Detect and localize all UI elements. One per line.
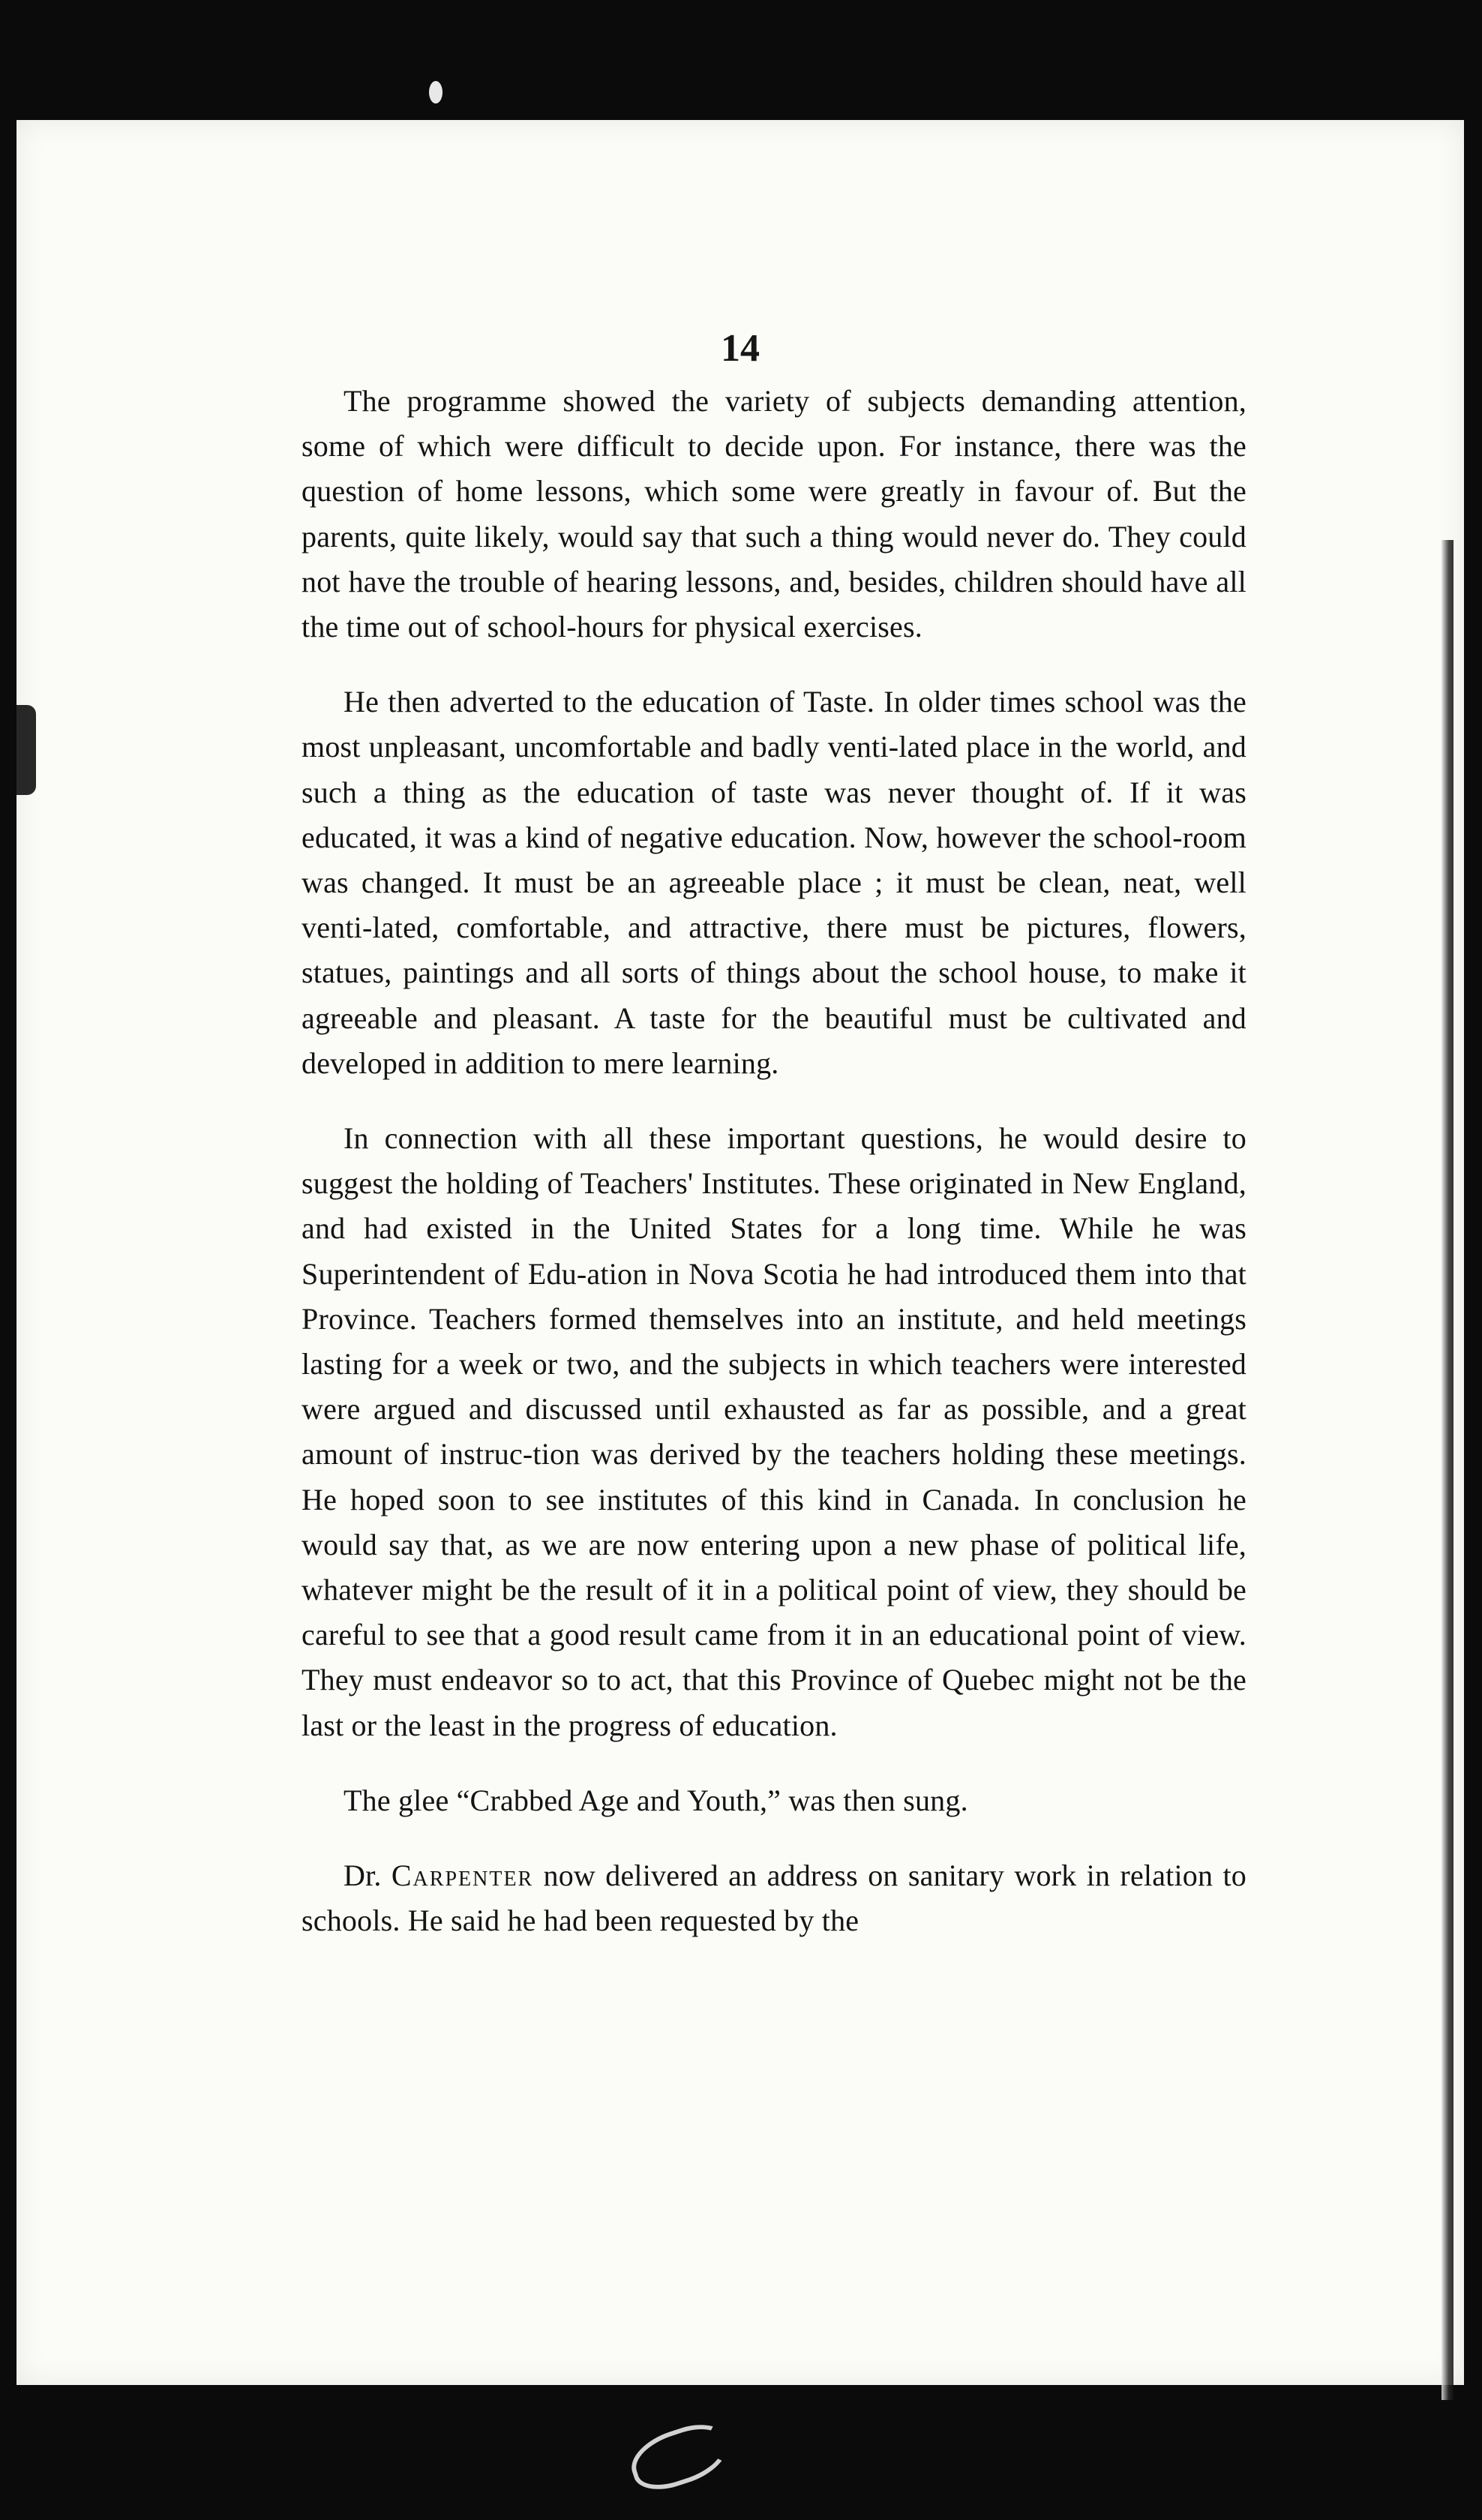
page-right-edge-shadow — [1442, 540, 1454, 2400]
paragraph-5-prefix: Dr. — [344, 1858, 392, 1893]
scan-artifact-mark — [624, 2416, 735, 2498]
speaker-name: Carpenter — [391, 1858, 534, 1893]
paragraph-1: The programme showed the variety of subjects demanding attention, some of which were difficult to decide upon. For instance, there was the question of home lessons, which some were greatly in favour of. But the parents, quite likely, would say that such a thing would never do. They could not have the trouble of hearing lessons, and, besides, children should have all the time out of school-hours for physical exercises. — [302, 384, 1246, 644]
body-text — [302, 379, 1246, 1944]
paragraph-4: The glee “Crabbed Age and Youth,” was then sung. — [344, 1783, 968, 1817]
paragraph-2: He then adverted to the education of Taste. In older times school was the most unpleasant, uncomfortable and badly venti-lated place in the world, and such a thing as the education of taste was never thought of. If it was educated, it was a kind of negative education. Now, however the school-room was changed. It must be an agreeable place ; it must be clean, neat, well venti-lated, comfortable, and attractive, there must be pictures, flowers, statues, paintings and all sorts of things about the school house, to make it agreeable and pleasant. A taste for the beautiful must be cultivated and developed in addition to mere learning. — [302, 685, 1246, 1080]
page-number: 14 — [721, 327, 760, 370]
document-page — [16, 120, 1464, 2385]
paragraph-3: In connection with all these important questions, he would desire to suggest the holding of Teachers' Institutes. These originated in New England, and had existed in the United States for a long time. While he was Superintendent of Edu-ation in Nova Scotia he had introduced them into that Province. Teachers formed themselves into an institute, and held meetings lasting for a week or two, and the subjects in which teachers were interested were argued and discussed until exhausted as far as possible, and a great amount of instruc-tion was derived by the teachers holding these meetings. He hoped soon to see institutes of this kind in Canada. In conclusion he would say that, as we are now entering upon a new phase of political life, whatever might be the result of it in a political point of view, they should be careful to see that a good result came from it in an educational point of view. They must endeavor so to act, that this Province of Quebec might not be the last or the least in the progress of education. — [302, 1121, 1246, 1742]
paragraph-5-text: now delivered an address on sanitary work in relation to schools. He said he had been requested by the — [302, 1858, 1246, 1938]
paragraph-5 — [302, 1853, 1246, 1943]
page-left-edge-shadow — [16, 705, 36, 795]
scan-speck — [429, 81, 442, 104]
